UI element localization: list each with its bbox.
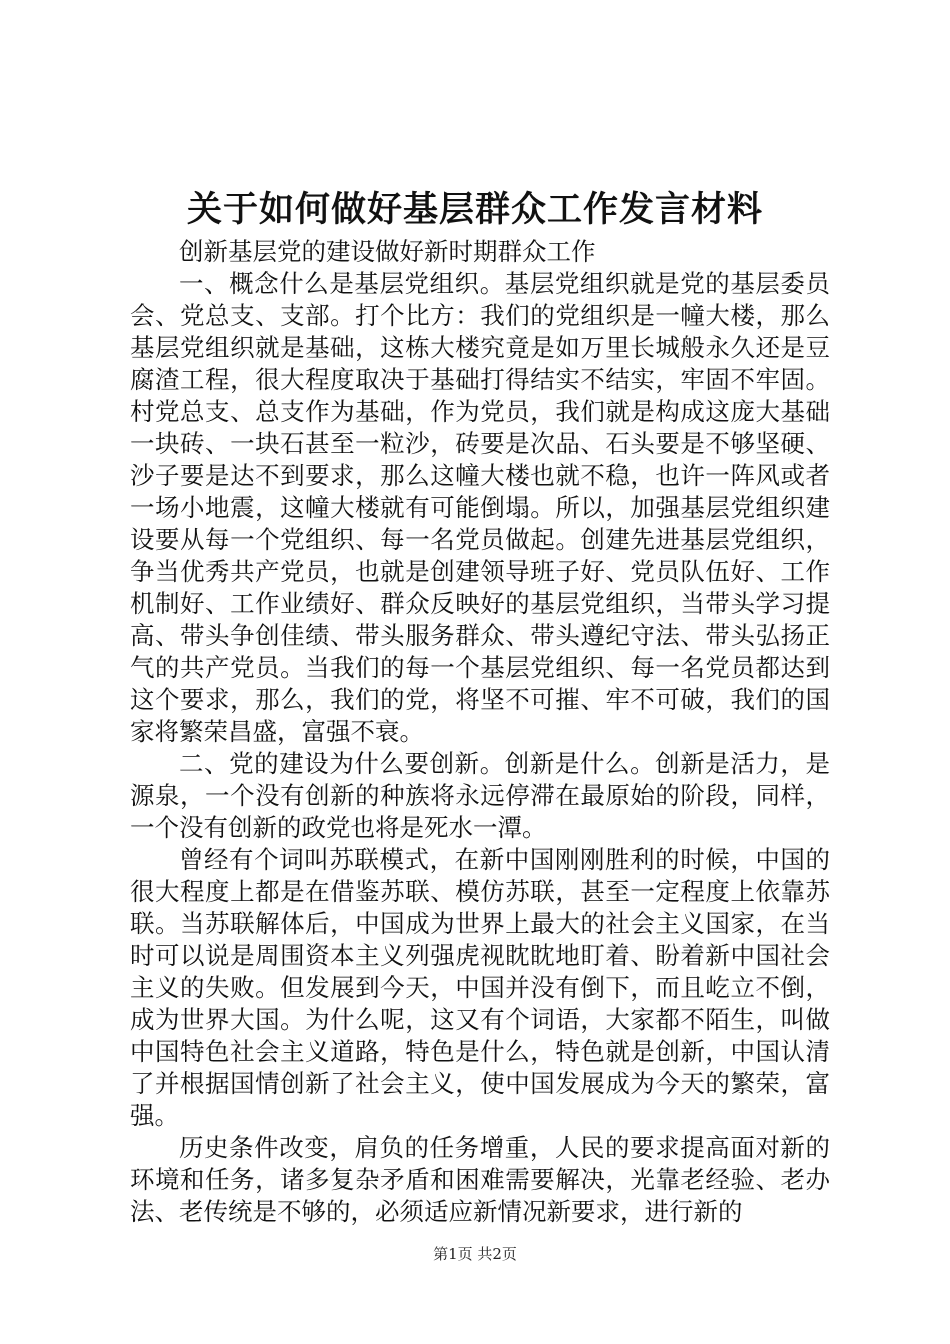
document-body <box>130 236 830 1228</box>
body-paragraph: 历史条件改变，肩负的任务增重，人民的要求提高面对新的环境和任务，诸多复杂矛盾和困难需要解决，光靠老经验、老办法、老传统是不够的，必须适应新情况新要求，进行新的 <box>130 1133 830 1226</box>
page-number-footer: 第1页 共2页 <box>433 1245 517 1263</box>
body-paragraph: 曾经有个词叫苏联模式，在新中国刚刚胜利的时候，中国的很大程度上都是在借鉴苏联、模仿苏联，甚至一定程度上依靠苏联。当苏联解体后，中国成为世界上最大的社会主义国家，在当时可以说是周围资本主义列强虎视眈眈地盯着、盼着新中国社会主义的失败。但发展到今天，中国并没有倒下，而且屹立不倒，成为世界大国。为什么呢，这又有个词语，大家都不陌生，叫做中国特色社会主义道路，特色是什么，特色就是创新，中国认清了并根据国情创新了社会主义，使中国发展成为今天的繁荣，富强。 <box>130 845 830 1130</box>
body-paragraph: 二、党的建设为什么要创新。创新是什么。创新是活力，是源泉，一个没有创新的种族将永远停滞在最原始的阶段，同样，一个没有创新的政党也将是死水一潭。 <box>130 749 830 842</box>
body-paragraph: 一、概念什么是基层党组织。基层党组织就是党的基层委员会、党总支、支部。打个比方：我们的党组织是一幢大楼，那么基层党组织就是基础，这栋大楼究竟是如万里长城般永久还是豆腐渣工程，很大程度取决于基础打得结实不结实，牢固不牢固。村党总支、总支作为基础，作为党员，我们就是构成这庞大基础一块砖、一块石甚至一粒沙，砖要是次品、石头要是不够坚硬、沙子要是达不到要求，那么这幢大楼也就不稳，也许一阵风或者一场小地震，这幢大楼就有可能倒塌。所以，加强基层党组织建设要从每一个党组织、每一名党员做起。创建先进基层党组织，争当优秀共产党员，也就是创建领导班子好、党员队伍好、工作机制好、工作业绩好、群众反映好的基层党组织，当带头学习提高、带头争创佳绩、带头服务群众、带头遵纪守法、带头弘扬正气的共产党员。当我们的每一个基层党组织、每一名党员都达到这个要求，那么，我们的党，将坚不可摧、牢不可破，我们的国家将繁荣昌盛，富强不衰。 <box>130 269 830 746</box>
subtitle-paragraph: 创新基层党的建设做好新时期群众工作 <box>179 237 596 266</box>
document-title: 关于如何做好基层群众工作发言材料 <box>186 189 763 230</box>
